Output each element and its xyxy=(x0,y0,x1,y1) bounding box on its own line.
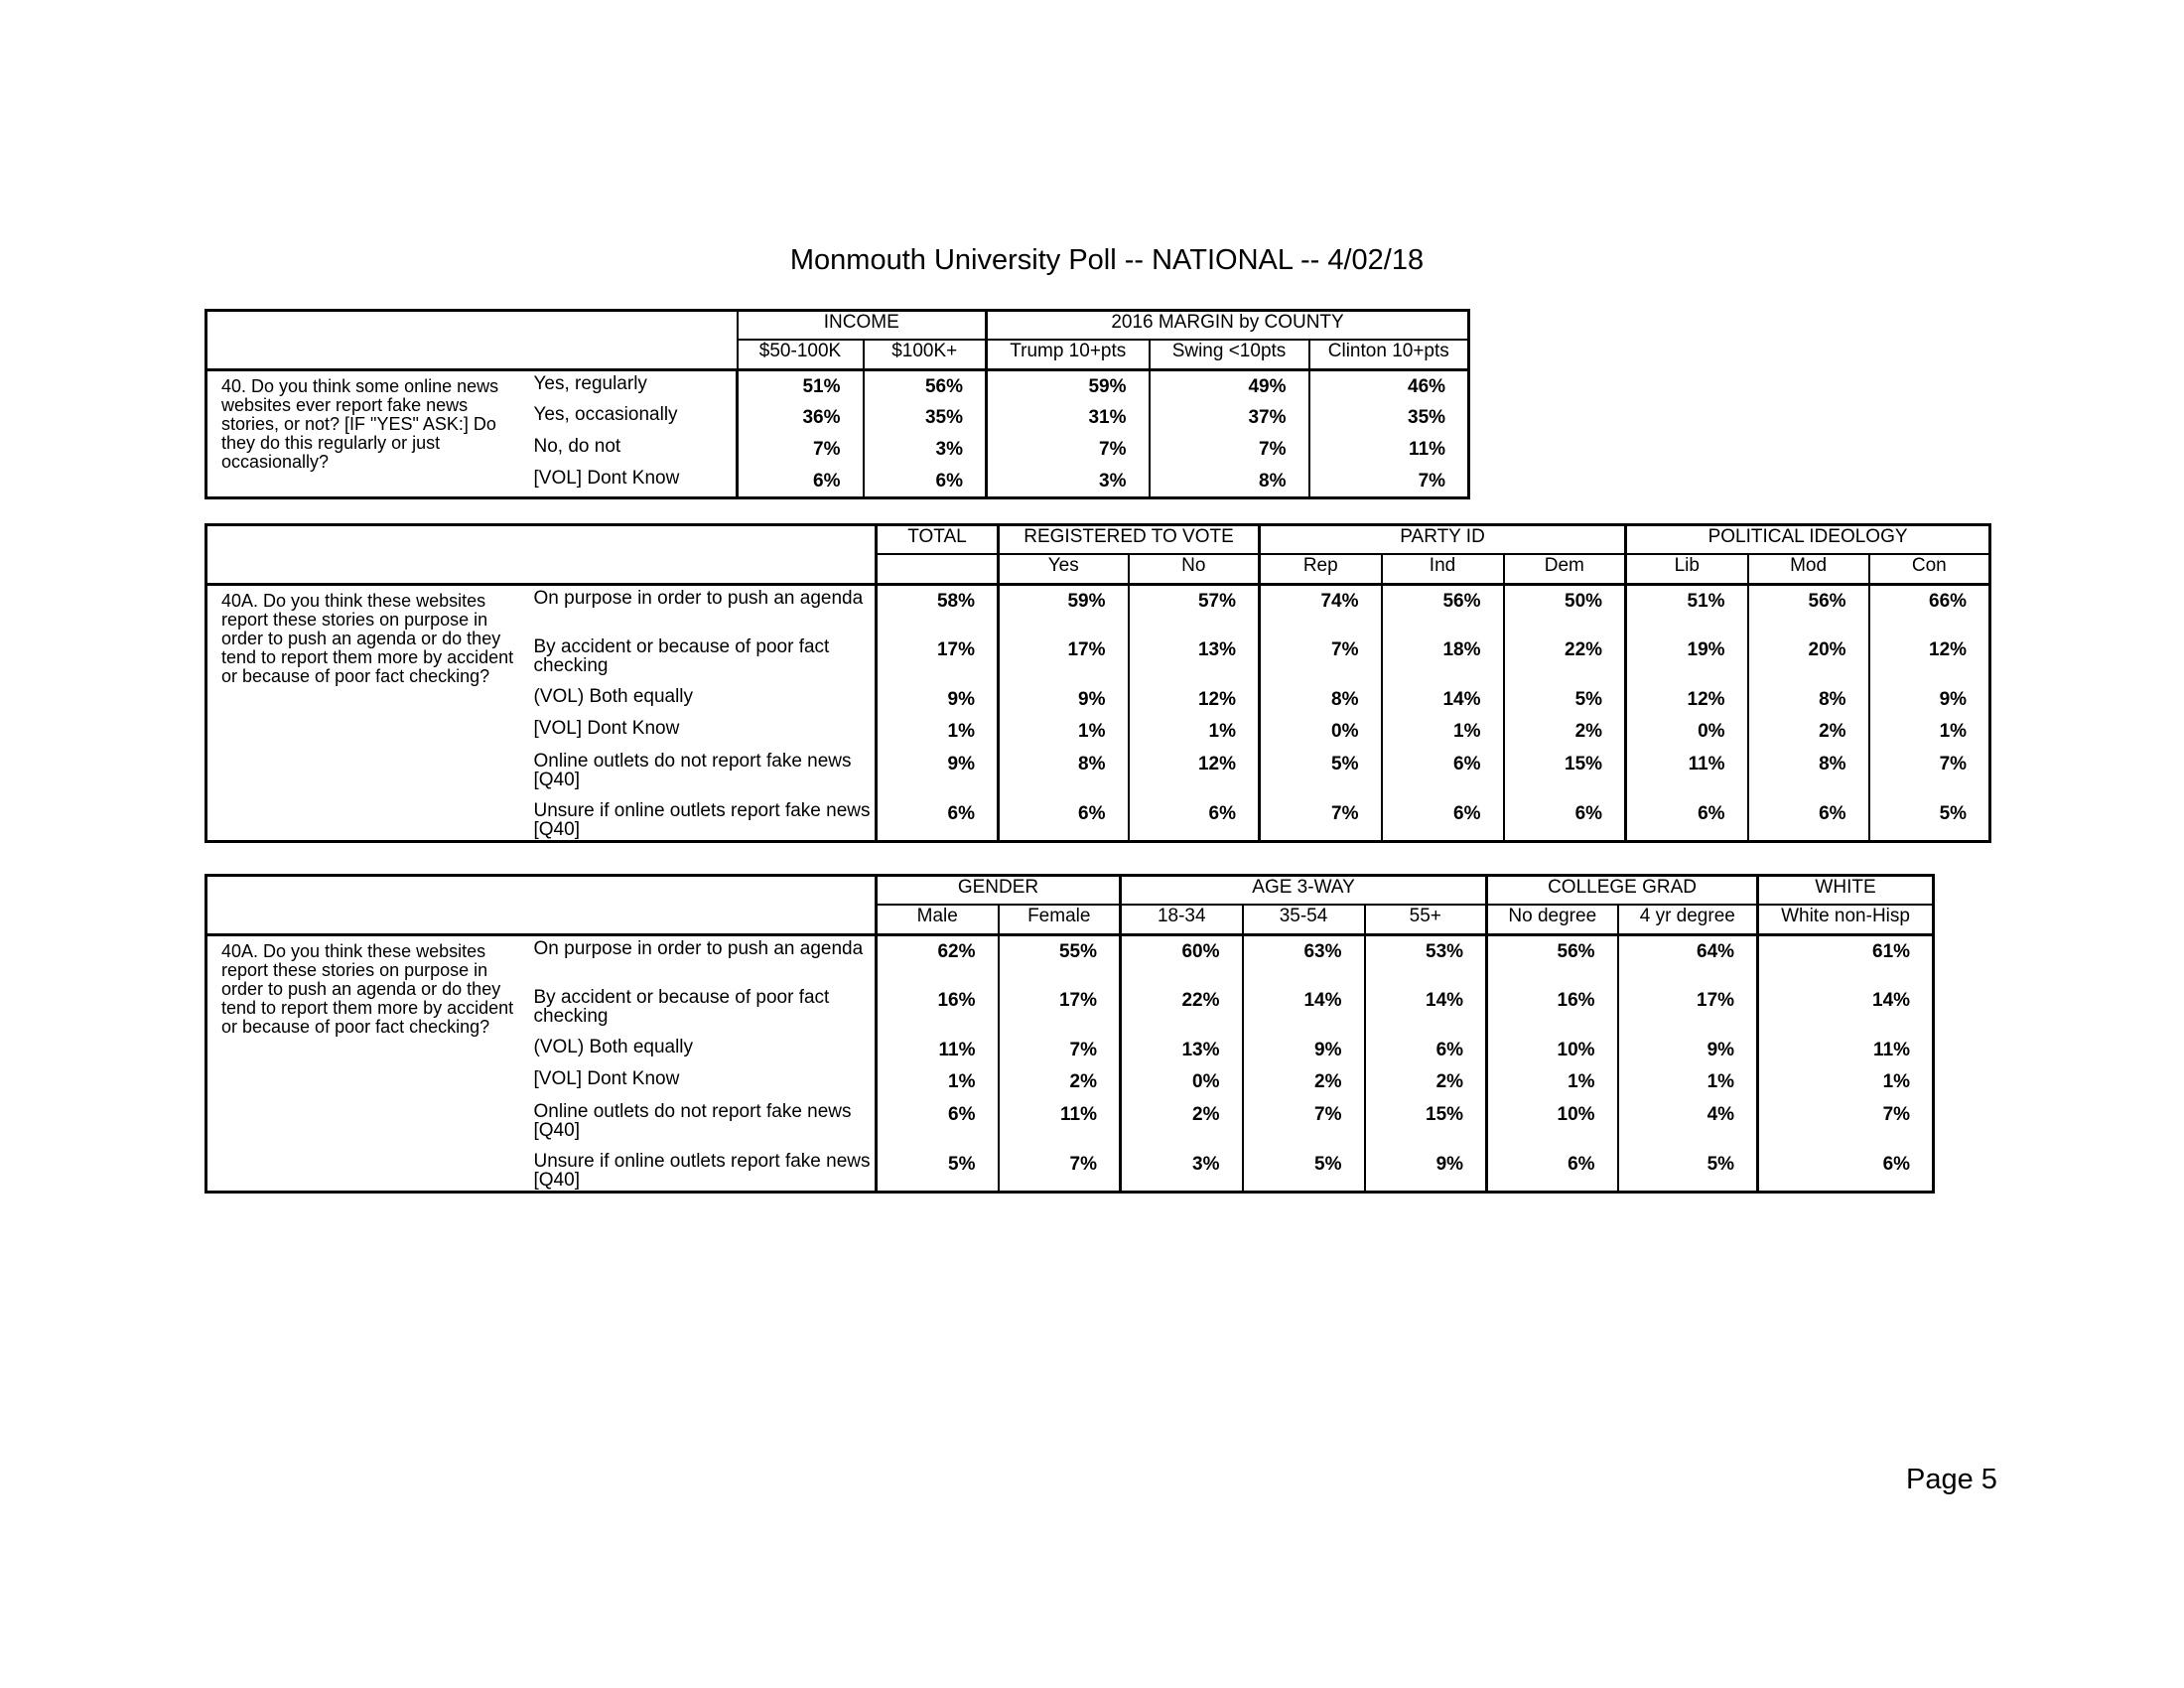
value-cell: 36% xyxy=(738,402,864,434)
value-cell: 1% xyxy=(999,716,1129,749)
value-cell: 6% xyxy=(1382,798,1504,842)
value-cell: 7% xyxy=(738,434,864,466)
value-cell: 16% xyxy=(1487,985,1618,1035)
value-cell: 1% xyxy=(1382,716,1504,749)
column-header: 4 yr degree xyxy=(1618,905,1758,935)
value-cell: 6% xyxy=(999,798,1129,842)
value-cell: 59% xyxy=(987,370,1150,402)
column-header: Mod xyxy=(1748,554,1869,585)
value-cell: 11% xyxy=(1626,749,1748,798)
value-cell: 7% xyxy=(1309,466,1469,498)
value-cell: 20% xyxy=(1748,634,1869,684)
value-cell: 49% xyxy=(1150,370,1309,402)
value-cell: 55% xyxy=(999,935,1121,985)
value-cell: 57% xyxy=(1129,585,1260,634)
value-cell: 19% xyxy=(1626,634,1748,684)
column-header: Swing <10pts xyxy=(1150,340,1309,370)
answer-label: No, do not xyxy=(533,435,621,457)
value-cell: 58% xyxy=(877,585,999,634)
value-cell: 17% xyxy=(999,634,1129,684)
value-cell: 3% xyxy=(864,434,987,466)
value-cell: 22% xyxy=(1504,634,1626,684)
value-cell: 1% xyxy=(1758,1066,1934,1099)
value-cell: 9% xyxy=(1618,1035,1758,1066)
answer-label: Yes, occasionally xyxy=(533,403,678,425)
column-header: Dem xyxy=(1504,554,1626,585)
group-header: TOTAL xyxy=(877,525,999,554)
crosstab-q40a-total-party-ideology xyxy=(205,523,1991,843)
value-cell: 6% xyxy=(1748,798,1869,842)
value-cell: 56% xyxy=(864,370,987,402)
value-cell: 46% xyxy=(1309,370,1469,402)
table-row xyxy=(206,370,1469,402)
value-cell: 35% xyxy=(864,402,987,434)
value-cell: 10% xyxy=(1487,1035,1618,1066)
value-cell: 3% xyxy=(987,466,1150,498)
value-cell: 16% xyxy=(877,985,999,1035)
value-cell: 8% xyxy=(1748,749,1869,798)
value-cell: 15% xyxy=(1504,749,1626,798)
answer-label: Yes, regularly xyxy=(533,373,647,394)
value-cell: 5% xyxy=(1504,684,1626,716)
value-cell: 51% xyxy=(738,370,864,402)
value-cell: 9% xyxy=(1869,684,1990,716)
question-text: 40A. Do you think these websites report these stories on purpose in order to push an agenda or do they tend to report them more by accident or because of poor fact checking? xyxy=(221,941,514,1037)
value-cell: 2% xyxy=(999,1066,1121,1099)
value-cell: 61% xyxy=(1758,935,1934,985)
table-row xyxy=(206,935,1934,985)
crosstab-q40a-demographics xyxy=(205,874,1935,1194)
value-cell: 7% xyxy=(1260,634,1382,684)
value-cell: 51% xyxy=(1626,585,1748,634)
value-cell: 35% xyxy=(1309,402,1469,434)
column-header: 35-54 xyxy=(1243,905,1365,935)
value-cell: 6% xyxy=(877,798,999,842)
value-cell: 3% xyxy=(1121,1149,1243,1193)
value-cell: 17% xyxy=(999,985,1121,1035)
value-cell: 56% xyxy=(1487,935,1618,985)
column-header: 55+ xyxy=(1365,905,1487,935)
answer-label: (VOL) Both equally xyxy=(533,685,694,707)
group-header: REGISTERED TO VOTE xyxy=(999,525,1260,554)
answer-label: Unsure if online outlets report fake news [Q40] xyxy=(533,799,871,840)
answer-label: [VOL] Dont Know xyxy=(533,467,680,489)
column-header: No degree xyxy=(1487,905,1618,935)
column-header: Rep xyxy=(1260,554,1382,585)
header-blank xyxy=(206,876,877,935)
value-cell: 1% xyxy=(1869,716,1990,749)
crosstab-q40-income-county xyxy=(205,309,1470,499)
value-cell: 6% xyxy=(1626,798,1748,842)
value-cell: 7% xyxy=(1150,434,1309,466)
group-header: PARTY ID xyxy=(1260,525,1626,554)
value-cell: 1% xyxy=(877,716,999,749)
header-blank xyxy=(206,525,877,585)
value-cell: 7% xyxy=(1869,749,1990,798)
value-cell: 8% xyxy=(1260,684,1382,716)
column-header: Lib xyxy=(1626,554,1748,585)
value-cell: 7% xyxy=(1260,798,1382,842)
group-header: GENDER xyxy=(877,876,1121,905)
column-header: Female xyxy=(999,905,1121,935)
value-cell: 7% xyxy=(999,1149,1121,1193)
value-cell: 12% xyxy=(1869,634,1990,684)
answer-label: By accident or because of poor fact checking xyxy=(533,986,830,1027)
question-text: 40A. Do you think these websites report these stories on purpose in order to push an agenda or do they tend to report them more by accident or because of poor fact checking? xyxy=(221,591,514,686)
value-cell: 59% xyxy=(999,585,1129,634)
value-cell: 56% xyxy=(1748,585,1869,634)
value-cell: 62% xyxy=(877,935,999,985)
answer-label: On purpose in order to push an agenda xyxy=(533,588,864,609)
value-cell: 56% xyxy=(1382,585,1504,634)
column-header: White non-Hisp xyxy=(1758,905,1934,935)
column-header: Ind xyxy=(1382,554,1504,585)
value-cell: 74% xyxy=(1260,585,1382,634)
answer-label: On purpose in order to push an agenda xyxy=(533,938,864,959)
value-cell: 5% xyxy=(1243,1149,1365,1193)
value-cell: 8% xyxy=(1748,684,1869,716)
value-cell: 7% xyxy=(1758,1099,1934,1149)
value-cell: 6% xyxy=(1129,798,1260,842)
value-cell: 1% xyxy=(1129,716,1260,749)
value-cell: 6% xyxy=(877,1099,999,1149)
value-cell: 12% xyxy=(1626,684,1748,716)
value-cell: 5% xyxy=(1618,1149,1758,1193)
value-cell: 1% xyxy=(1618,1066,1758,1099)
value-cell: 0% xyxy=(1260,716,1382,749)
value-cell: 5% xyxy=(1260,749,1382,798)
value-cell: 7% xyxy=(999,1035,1121,1066)
value-cell: 12% xyxy=(1129,684,1260,716)
value-cell: 6% xyxy=(1365,1035,1487,1066)
value-cell: 9% xyxy=(1365,1149,1487,1193)
value-cell: 8% xyxy=(999,749,1129,798)
value-cell: 6% xyxy=(1758,1149,1934,1193)
value-cell: 7% xyxy=(987,434,1150,466)
page-number: Page 5 xyxy=(1906,1464,1997,1495)
value-cell: 66% xyxy=(1869,585,1990,634)
answer-label: Online outlets do not report fake news [Q40] xyxy=(533,750,852,790)
column-header: Yes xyxy=(999,554,1129,585)
value-cell: 10% xyxy=(1487,1099,1618,1149)
value-cell: 9% xyxy=(1243,1035,1365,1066)
value-cell: 6% xyxy=(1382,749,1504,798)
value-cell: 11% xyxy=(999,1099,1121,1149)
question-text: 40. Do you think some online news websites ever report fake news stories, or not? [IF "YES" ASK:] Do they do this regularly or just occasionally? xyxy=(221,376,499,472)
column-header xyxy=(877,554,999,585)
value-cell: 50% xyxy=(1504,585,1626,634)
group-header: WHITE xyxy=(1758,876,1934,905)
value-cell: 31% xyxy=(987,402,1150,434)
column-header: $100K+ xyxy=(864,340,987,370)
value-cell: 11% xyxy=(1758,1035,1934,1066)
value-cell: 9% xyxy=(999,684,1129,716)
answer-label: (VOL) Both equally xyxy=(533,1036,694,1057)
value-cell: 2% xyxy=(1748,716,1869,749)
value-cell: 2% xyxy=(1504,716,1626,749)
value-cell: 11% xyxy=(1309,434,1469,466)
group-header: COLLEGE GRAD xyxy=(1487,876,1758,905)
value-cell: 7% xyxy=(1243,1099,1365,1149)
header-blank xyxy=(206,311,738,370)
answer-label: [VOL] Dont Know xyxy=(533,717,680,739)
value-cell: 37% xyxy=(1150,402,1309,434)
value-cell: 1% xyxy=(1487,1066,1618,1099)
value-cell: 14% xyxy=(1365,985,1487,1035)
value-cell: 11% xyxy=(877,1035,999,1066)
value-cell: 14% xyxy=(1382,684,1504,716)
value-cell: 8% xyxy=(1150,466,1309,498)
value-cell: 18% xyxy=(1382,634,1504,684)
column-header: No xyxy=(1129,554,1260,585)
value-cell: 17% xyxy=(1618,985,1758,1035)
column-header: 18-34 xyxy=(1121,905,1243,935)
value-cell: 9% xyxy=(877,684,999,716)
value-cell: 64% xyxy=(1618,935,1758,985)
value-cell: 5% xyxy=(1869,798,1990,842)
value-cell: 1% xyxy=(877,1066,999,1099)
value-cell: 60% xyxy=(1121,935,1243,985)
value-cell: 17% xyxy=(877,634,999,684)
value-cell: 2% xyxy=(1365,1066,1487,1099)
value-cell: 6% xyxy=(1504,798,1626,842)
group-header: POLITICAL IDEOLOGY xyxy=(1626,525,1990,554)
value-cell: 15% xyxy=(1365,1099,1487,1149)
table-row xyxy=(206,585,1990,634)
answer-label: Online outlets do not report fake news [Q40] xyxy=(533,1100,852,1141)
column-header: Male xyxy=(877,905,999,935)
value-cell: 12% xyxy=(1129,749,1260,798)
column-header: Clinton 10+pts xyxy=(1309,340,1469,370)
value-cell: 63% xyxy=(1243,935,1365,985)
value-cell: 0% xyxy=(1626,716,1748,749)
group-header: AGE 3-WAY xyxy=(1121,876,1487,905)
answer-label: Unsure if online outlets report fake news [Q40] xyxy=(533,1150,871,1191)
column-header: Con xyxy=(1869,554,1990,585)
value-cell: 13% xyxy=(1129,634,1260,684)
value-cell: 6% xyxy=(738,466,864,498)
value-cell: 2% xyxy=(1243,1066,1365,1099)
answer-label: By accident or because of poor fact checking xyxy=(533,635,830,676)
value-cell: 2% xyxy=(1121,1099,1243,1149)
column-header: $50-100K xyxy=(738,340,864,370)
page-title: Monmouth University Poll -- NATIONAL -- 4/02/18 xyxy=(789,244,1425,276)
value-cell: 14% xyxy=(1243,985,1365,1035)
value-cell: 4% xyxy=(1618,1099,1758,1149)
value-cell: 0% xyxy=(1121,1066,1243,1099)
value-cell: 53% xyxy=(1365,935,1487,985)
value-cell: 5% xyxy=(877,1149,999,1193)
value-cell: 9% xyxy=(877,749,999,798)
value-cell: 22% xyxy=(1121,985,1243,1035)
value-cell: 6% xyxy=(864,466,987,498)
value-cell: 14% xyxy=(1758,985,1934,1035)
value-cell: 6% xyxy=(1487,1149,1618,1193)
group-header: 2016 MARGIN by COUNTY xyxy=(987,311,1469,340)
answer-label: [VOL] Dont Know xyxy=(533,1067,680,1089)
column-header: Trump 10+pts xyxy=(987,340,1150,370)
value-cell: 13% xyxy=(1121,1035,1243,1066)
group-header: INCOME xyxy=(738,311,987,340)
